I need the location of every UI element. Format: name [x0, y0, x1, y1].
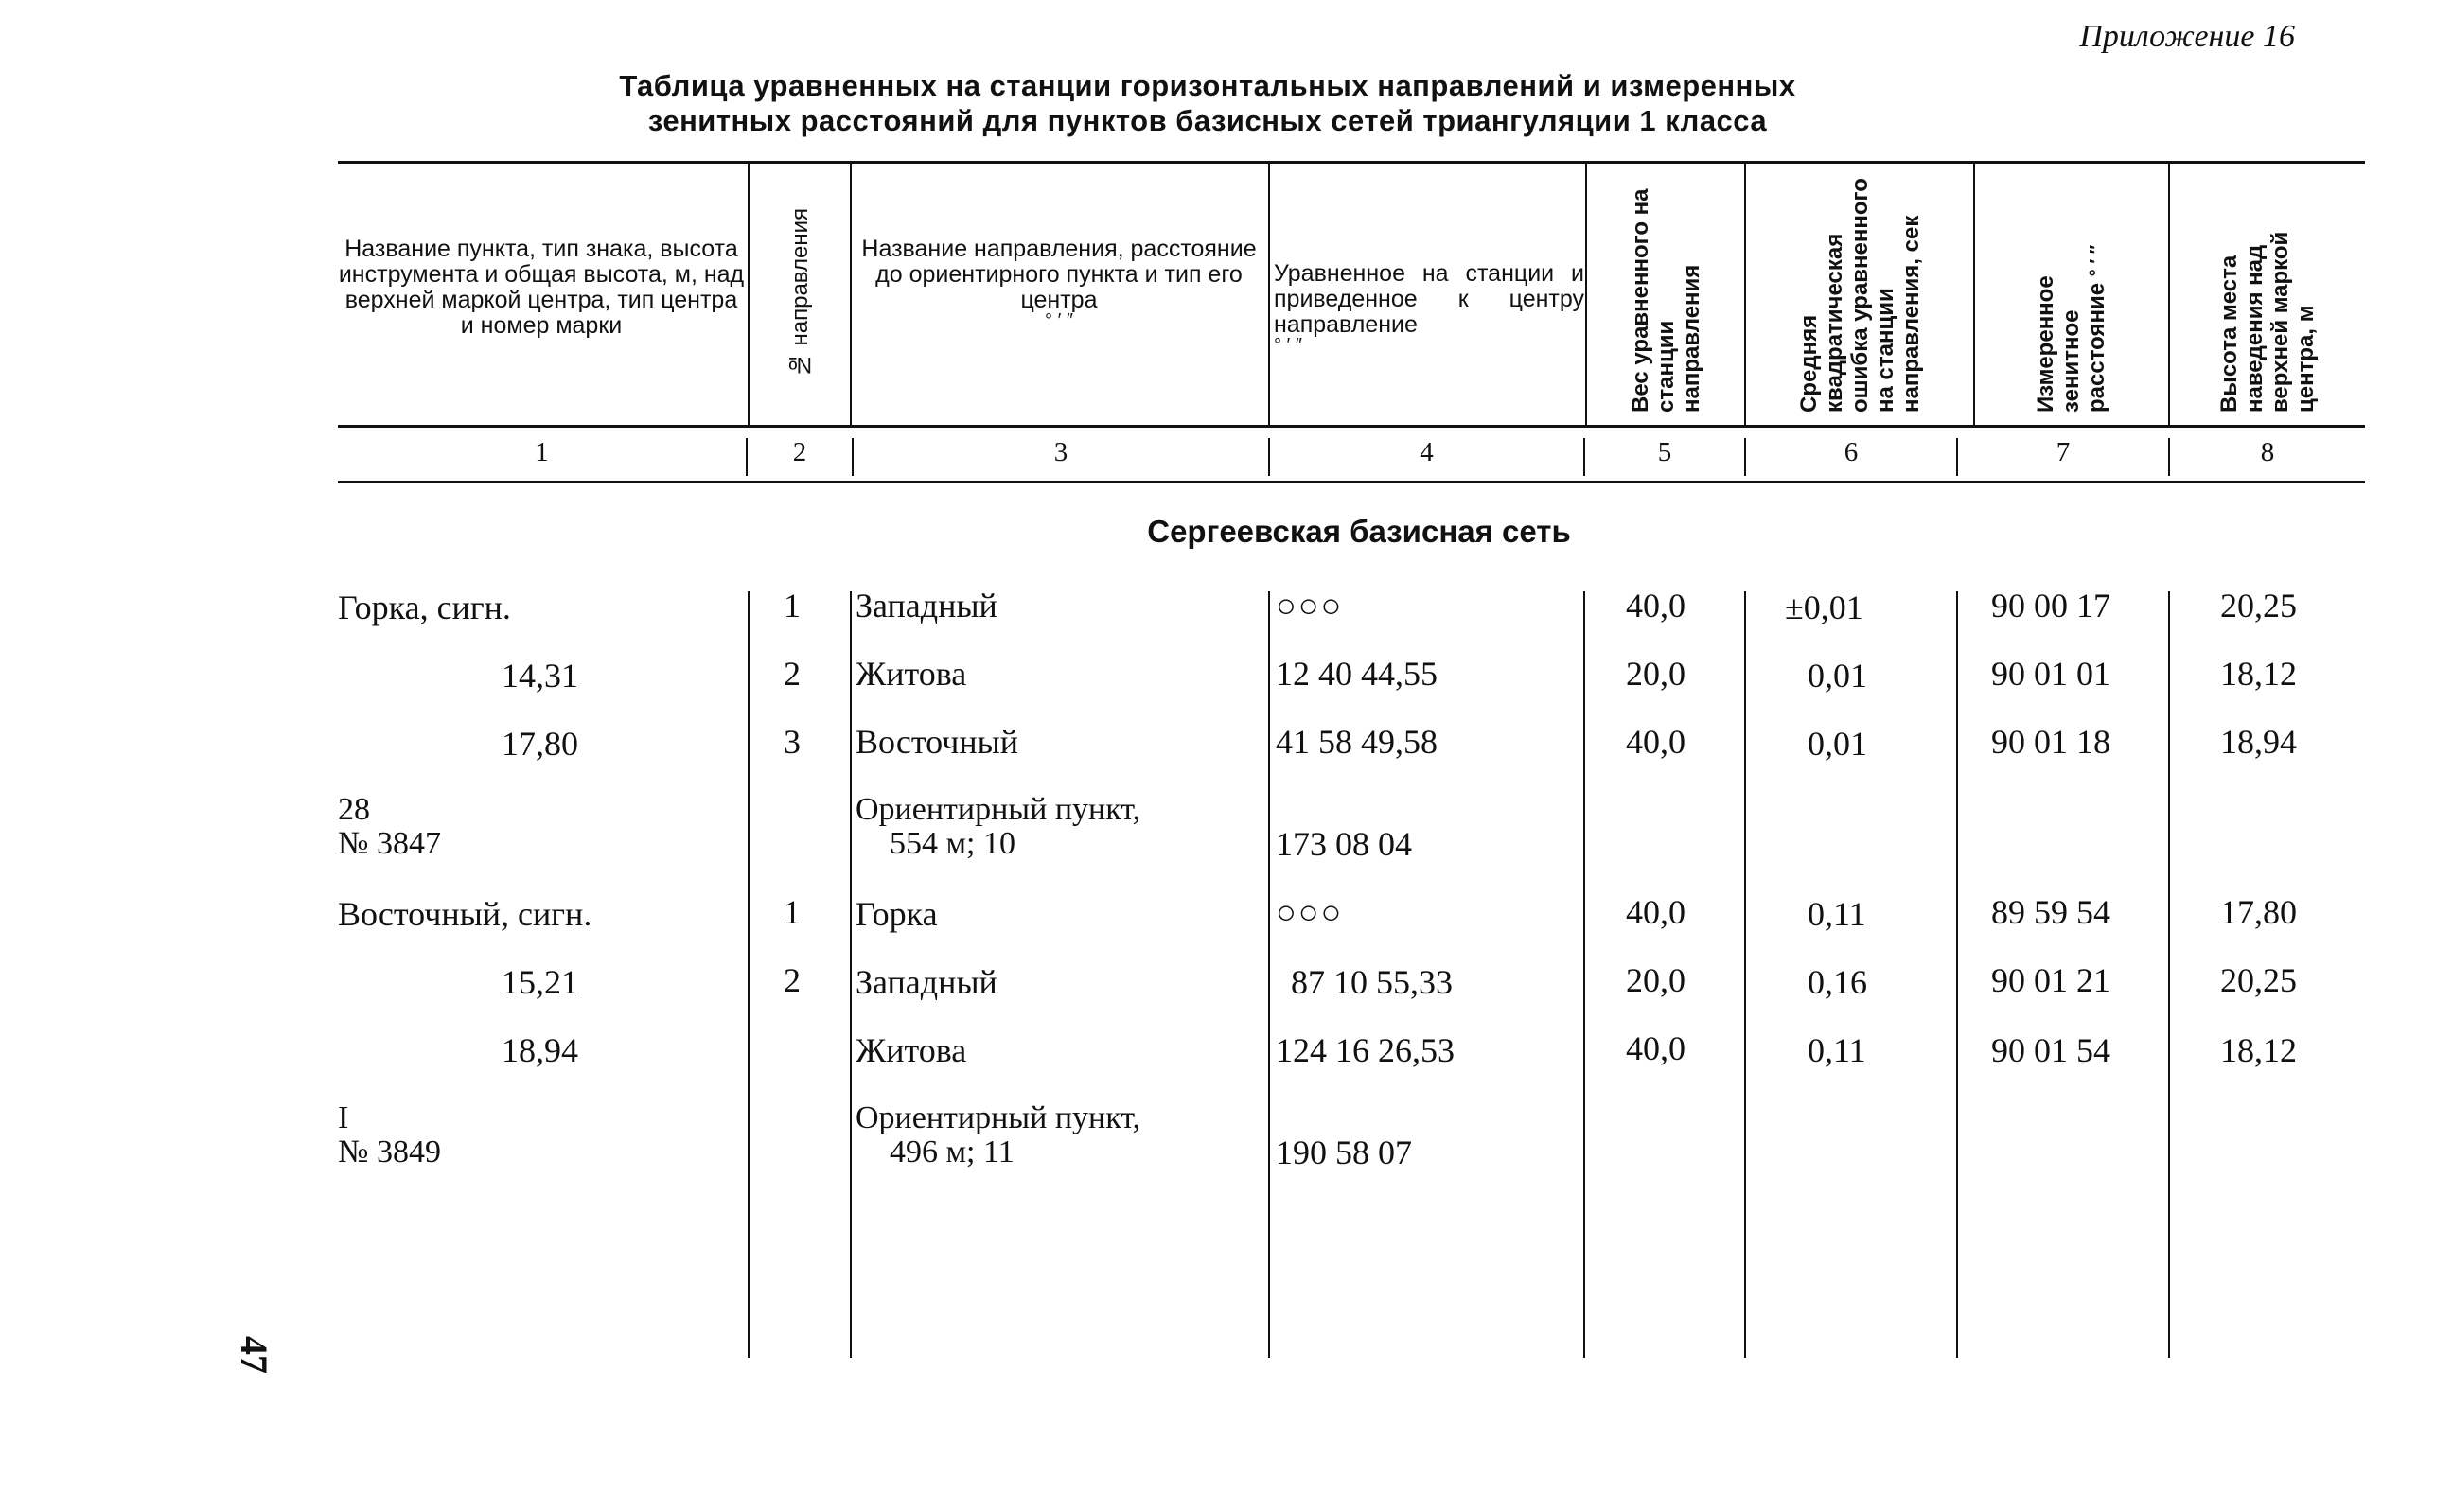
station-1-instrument-height: 14,31	[502, 657, 578, 694]
table-row-1-height: 20,25	[2220, 587, 2297, 624]
station-2-reference-value: 190 58 07	[1276, 1134, 1412, 1171]
table-row-4-direction: Горка	[856, 895, 938, 933]
column-number-4: 4	[1420, 437, 1434, 467]
body-divider-1	[748, 591, 750, 1358]
table-row-5-weight: 20,0	[1626, 961, 1685, 999]
column-number-1: 1	[535, 437, 549, 467]
station-1-center-type: 28	[338, 792, 370, 827]
table-row-3-direction: Восточный	[856, 723, 1019, 761]
station-1-reference-line-2: 554 м; 10	[890, 826, 1015, 861]
header-col-5	[1628, 174, 1704, 413]
table-row-1-direction: Западный	[856, 587, 997, 624]
station-2-center-type: I	[338, 1100, 349, 1135]
table-row-2-value: 12 40 44,55	[1276, 655, 1438, 693]
table-row-4-error: 0,11	[1808, 895, 1866, 933]
table-row-4-height: 17,80	[2220, 893, 2297, 931]
section-title: Сергеевская базисная сеть	[1147, 514, 1571, 549]
table-title-line-1: Таблица уравненных на станции горизонтальных направлений и измеренных	[619, 69, 1796, 102]
table-row-2-height: 18,12	[2220, 655, 2297, 693]
header-col-4	[1274, 260, 1584, 356]
station-1-mark-number: № 3847	[338, 826, 441, 861]
table-row-1-value: ○○○	[1276, 587, 1344, 624]
table-row-4-weight: 40,0	[1626, 893, 1685, 931]
table-title	[0, 68, 2415, 138]
header-col-5-text: Вес уравненного на станции направления	[1627, 188, 1704, 413]
header-col-4-units: ° ′ ″	[1274, 335, 1302, 356]
table-row-3-height: 18,94	[2220, 723, 2297, 761]
header-col-3	[854, 236, 1264, 331]
station-2-reference-line-2: 496 м; 11	[890, 1134, 1015, 1169]
table-row-5-value: 87 10 55,33	[1291, 963, 1453, 1001]
table-row-6-zenith: 90 01 54	[1991, 1031, 2110, 1069]
station-2-name: Восточный, сигн.	[338, 895, 592, 933]
table-row-3-no: 3	[784, 723, 801, 761]
column-number-5: 5	[1657, 437, 1672, 467]
table-row-2-direction: Житова	[856, 655, 967, 693]
header-col-7	[2033, 174, 2110, 413]
table-row-2-error: 0,01	[1808, 657, 1867, 694]
table-row-5-height: 20,25	[2220, 961, 2297, 999]
table-title-line-2: зенитных расстояний для пунктов базисных сетей триангуляции 1 класса	[647, 104, 1768, 137]
table-row-1-no: 1	[784, 587, 801, 624]
column-number-7: 7	[2056, 437, 2071, 467]
table-row-6-height: 18,12	[2220, 1031, 2297, 1069]
header-col-8-wrap	[2170, 168, 2365, 418]
body-divider-6	[1956, 591, 1958, 1358]
table-row-3-value: 41 58 49,58	[1276, 723, 1438, 761]
station-2-reference-line-1: Ориентирный пункт,	[856, 1100, 1141, 1135]
table-row-3-zenith: 90 01 18	[1991, 723, 2110, 761]
table-row-1-error: ±0,01	[1785, 589, 1863, 626]
table-row-5-error: 0,16	[1808, 963, 1867, 1001]
body-divider-2	[850, 591, 852, 1358]
table-row-5-direction: Западный	[856, 963, 997, 1001]
header-col-3-text: Название направления, расстояние до ориентирного пункта и тип его центра	[861, 236, 1257, 313]
table-row-3-error: 0,01	[1808, 725, 1867, 763]
header-col-6-text: Средняя квадратическая ошибка уравненного на станции направления, сек	[1795, 178, 1924, 413]
header-col-2-wrap	[750, 168, 850, 418]
column-numbers-bottom-rule	[338, 481, 2365, 483]
table-row-2-no: 2	[784, 655, 801, 693]
table-row-5-zenith: 90 01 21	[1991, 961, 2110, 999]
table-row-1-weight: 40,0	[1626, 587, 1685, 624]
table-row-4-no: 1	[784, 893, 801, 931]
header-col-4-text: Уравненное на станции и приведенное к центру направление	[1274, 260, 1584, 338]
table-row-6-weight: 40,0	[1626, 1029, 1685, 1067]
header-col-5-wrap	[1587, 168, 1744, 418]
header-col-7-text: Измеренное зенитное расстояние	[2033, 275, 2109, 413]
column-number-8: 8	[2260, 437, 2275, 467]
station-1-total-height: 17,80	[502, 725, 578, 763]
table-row-4-zenith: 89 59 54	[1991, 893, 2110, 931]
header-divider-2	[850, 163, 852, 425]
header-col-7-units: ° ′ ″	[2087, 244, 2108, 277]
appendix-label: Приложение 16	[2079, 19, 2295, 54]
station-1-name: Горка, сигн.	[338, 589, 511, 626]
header-col-8-text: Высота места наведения над верхней маркой центра, м	[2216, 231, 2319, 413]
header-divider-3	[1268, 163, 1270, 425]
station-2-mark-number: № 3849	[338, 1134, 441, 1169]
body-divider-3	[1268, 591, 1270, 1358]
column-number-2: 2	[792, 437, 807, 467]
table-row-5-no: 2	[784, 961, 801, 999]
header-bottom-rule	[338, 425, 2365, 428]
header-col-1: Название пункта, тип знака, высота инструмента и общая высота, м, над верхней маркой центра, тип центра и номер марки	[338, 236, 745, 339]
table-row-2-weight: 20,0	[1626, 655, 1685, 693]
page-number: 47	[233, 1336, 275, 1374]
header-col-6-wrap	[1746, 168, 1973, 418]
table-row-4-value: ○○○	[1276, 893, 1344, 931]
table-row-6-error: 0,11	[1808, 1031, 1866, 1069]
column-number-3: 3	[1053, 437, 1068, 467]
column-number-6: 6	[1844, 437, 1859, 467]
header-col-3-units: ° ′ ″	[1045, 310, 1073, 331]
table-row-3-weight: 40,0	[1626, 723, 1685, 761]
body-divider-7	[2168, 591, 2170, 1358]
table-row-6-value: 124 16 26,53	[1276, 1031, 1455, 1069]
station-1-reference-line-1: Ориентирный пункт,	[856, 792, 1141, 827]
station-2-instrument-height: 15,21	[502, 963, 578, 1001]
station-2-total-height: 18,94	[502, 1031, 578, 1069]
header-col-6	[1796, 174, 1924, 413]
station-1-reference-value: 173 08 04	[1276, 825, 1412, 863]
table-row-2-zenith: 90 01 01	[1991, 655, 2110, 693]
table-row-1-zenith: 90 00 17	[1991, 587, 2110, 624]
body-divider-4	[1583, 591, 1585, 1358]
body-divider-5	[1744, 591, 1746, 1358]
header-col-8	[2216, 174, 2319, 413]
table-top-rule	[338, 161, 2365, 164]
table-row-6-direction: Житова	[856, 1031, 967, 1069]
header-col-7-wrap	[1975, 168, 2168, 418]
header-col-2: № направления	[786, 208, 813, 378]
